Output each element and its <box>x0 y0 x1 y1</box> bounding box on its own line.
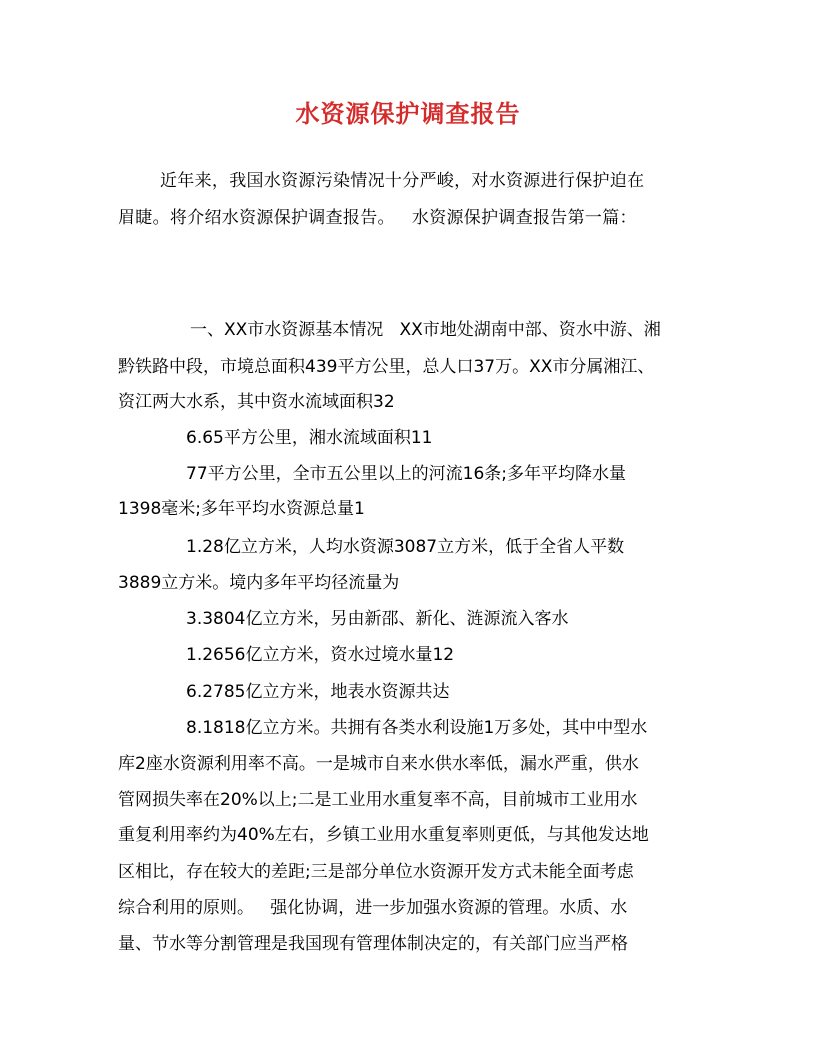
body-line: 6.2785亿立方米，地表水资源共达 <box>186 682 450 702</box>
body-line: 1.2656亿立方米，资水过境水量12 <box>186 645 455 665</box>
document-title: 水资源保护调查报告 <box>295 99 521 128</box>
intro-line: 近年来，我国水资源污染情况十分严峻，对水资源进行保护迫在 <box>160 171 645 191</box>
body-line: 资江两大水系，其中资水流域面积32 <box>118 392 395 412</box>
body-line: 综合利用的原则。 强化协调，进一步加强水资源的管理。水质、水 <box>118 898 628 918</box>
body-line: 库2座水资源利用率不高。一是城市自来水供水率低，漏水严重，供水 <box>118 754 639 774</box>
body-line: 管网损失率在20%以上;二是工业用水重复率不高，目前城市工业用水 <box>118 790 638 810</box>
body-line: 3889立方米。境内多年平均径流量为 <box>118 573 400 593</box>
body-line: 1.28亿立方米，人均水资源3087立方米，低于全省人平数 <box>186 537 625 557</box>
body-line: 一、XX市水资源基本情况 XX市地处湖南中部、资水中游、湘 <box>190 320 661 340</box>
body-line: 8.1818亿立方米。共拥有各类水利设施1万多处，其中中型水 <box>186 718 648 738</box>
body-line: 重复利用率约为40%左右，乡镇工业用水重复率则更低，与其他发达地 <box>118 825 649 845</box>
body-line: 77平方公里，全市五公里以上的河流16条;多年平均降水量 <box>186 464 626 484</box>
body-line: 1398毫米;多年平均水资源总量1 <box>118 499 365 519</box>
intro-line: 眉睫。将介绍水资源保护调查报告。 水资源保护调查报告第一篇： <box>118 208 637 228</box>
body-line: 黔铁路中段，市境总面积439平方公里，总人口37万。XX市分属湘江、 <box>118 357 655 377</box>
body-line: 6.65平方公里，湘水流域面积11 <box>186 428 433 448</box>
body-line: 3.3804亿立方米，另由新邵、新化、涟源流入客水 <box>186 609 569 629</box>
body-line: 区相比，存在较大的差距;三是部分单位水资源开发方式未能全面考虑 <box>118 862 634 882</box>
body-line: 量、节水等分割管理是我国现有管理体制决定的，有关部门应当严格 <box>118 934 628 954</box>
